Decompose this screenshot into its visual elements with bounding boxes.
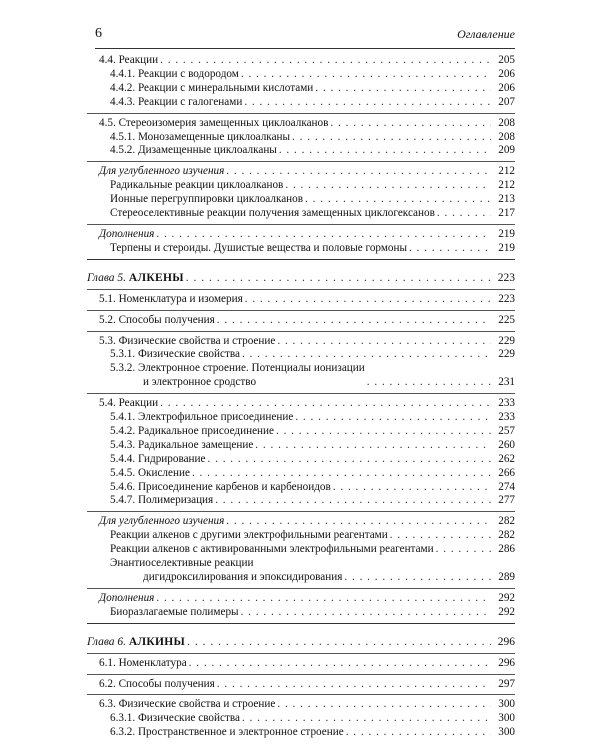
dot-leader: [156, 228, 491, 242]
dot-leader: [409, 242, 491, 256]
dot-leader: [277, 698, 491, 712]
chapter-title: [87, 636, 185, 650]
spacer: [87, 627, 515, 636]
page-ref: 289: [498, 571, 515, 583]
page-ref: 206: [498, 67, 515, 80]
page-ref: 213: [498, 193, 515, 206]
page-ref: 297: [498, 677, 515, 690]
chapter-prefix: Глава 6.: [87, 635, 126, 648]
toc-entry[interactable]: [87, 439, 515, 453]
dot-leader: [186, 272, 491, 286]
toc-entry[interactable]: [87, 411, 515, 425]
page-ref: 296: [497, 635, 515, 648]
section-divider: [87, 113, 515, 114]
entry-title: 5.4. Реакции: [99, 397, 159, 410]
page-ref: 277: [498, 494, 515, 507]
page-ref: 208: [498, 116, 515, 129]
dot-leader: [226, 515, 491, 529]
toc-entry[interactable]: [87, 144, 515, 158]
section-divider: [87, 331, 515, 332]
dot-leader: [315, 82, 491, 96]
dot-leader: [217, 678, 491, 692]
dot-leader: [330, 117, 491, 131]
section-divider: [87, 653, 515, 654]
page-ref: 300: [498, 698, 515, 711]
entry-title: Реакции алкенов с активированными электрофильными реагентами: [110, 543, 434, 556]
chapter-name: АЛКИНЫ: [128, 635, 186, 648]
entry-title: 4.4. Реакции: [99, 54, 159, 66]
chapter-prefix: Глава 5.: [87, 271, 126, 284]
toc-entry[interactable]: [87, 335, 515, 349]
entry-title: 6.1. Номенклатура: [99, 656, 187, 669]
toc-entry[interactable]: [87, 242, 515, 256]
entry-title: Ионные перегруппировки циклоалканов: [110, 193, 304, 206]
dot-leader: [390, 529, 491, 543]
table-of-contents: [87, 54, 515, 740]
page-ref: 207: [498, 95, 515, 108]
section-divider: [87, 289, 515, 290]
section-divider: [87, 161, 515, 162]
page-ref: 233: [498, 411, 515, 424]
entry-title: 5.4.2. Радикальное присоединение: [110, 424, 274, 437]
page-ref: 206: [498, 81, 515, 94]
page-ref: 274: [498, 480, 515, 493]
page-ref: 262: [498, 452, 515, 465]
toc-entry[interactable]: [87, 453, 515, 467]
page-header: [95, 26, 515, 46]
spacer: [87, 263, 515, 272]
entry-title: 5.4.6. Присоединение карбенов и карбеноидов: [110, 480, 331, 493]
toc-entry[interactable]: [87, 131, 515, 145]
toc-chapter: [87, 636, 515, 650]
entry-title: 5.3.1. Физические свойства: [110, 348, 240, 361]
page-ref: 209: [498, 144, 515, 157]
dot-leader: [277, 335, 491, 349]
dot-leader: [156, 592, 491, 606]
toc-entry[interactable]: [87, 606, 515, 620]
section-divider: [87, 511, 515, 512]
dot-leader: [241, 606, 491, 620]
page-ref: 225: [498, 313, 515, 326]
toc-entry[interactable]: [87, 228, 515, 242]
entry-title-line: и электронное сродство: [143, 376, 257, 389]
toc-entry[interactable]: [87, 543, 515, 557]
running-title: Оглавление: [457, 27, 515, 41]
entry-title: Для углубленного изучения: [99, 165, 225, 178]
dot-leader: [217, 314, 491, 328]
dot-leader: [245, 293, 491, 307]
entry-title: 4.5.1. Монозамещенные циклоалканы: [110, 130, 291, 143]
page-ref: 282: [498, 515, 515, 528]
entry-title: Реакции алкенов с другими электрофильными реагентами: [110, 529, 388, 542]
entry-title: 5.4.7. Полимеризация: [110, 494, 214, 507]
section-divider: [87, 674, 515, 675]
toc-entry[interactable]: [87, 529, 515, 543]
page-ref: 282: [498, 529, 515, 542]
toc-entry[interactable]: [87, 314, 515, 328]
toc-entry[interactable]: [87, 515, 515, 529]
dot-leader: [276, 425, 491, 439]
section-divider: [87, 588, 515, 589]
page-ref: 292: [498, 605, 515, 618]
entry-title: Радикальные реакции циклоалканов: [110, 179, 284, 192]
header-rule: [95, 48, 515, 49]
dot-leader: [244, 96, 491, 110]
chapter-title: [87, 272, 184, 286]
dot-leader: [344, 571, 491, 585]
toc-entry[interactable]: [87, 68, 515, 82]
section-divider: [87, 224, 515, 225]
page-ref: 212: [498, 179, 515, 192]
chapter-name: АЛКЕНЫ: [128, 271, 184, 284]
dot-leader: [160, 54, 491, 68]
toc-entry[interactable]: [87, 481, 515, 495]
page-ref: 217: [498, 207, 515, 220]
dot-leader: [189, 657, 491, 671]
entry-title-line: дигидроксилирования и эпоксидирования: [143, 571, 343, 583]
entry-title: 5.3. Физические свойства и строение: [99, 334, 276, 347]
toc-entry[interactable]: [87, 494, 515, 508]
entry-title-line: 5.3.2. Электронное строение. Потенциалы ионизации: [110, 362, 365, 375]
dot-leader: [279, 144, 491, 158]
entry-title-line: Энантиоселективные реакции: [110, 557, 254, 570]
page-ref: 231: [498, 376, 515, 389]
page-ref: 212: [498, 165, 515, 178]
entry-title: [110, 362, 365, 390]
entry-title: 5.2. Способы получения: [99, 313, 215, 326]
toc-chapter: [87, 272, 515, 286]
page-ref: 229: [498, 348, 515, 361]
dot-leader: [215, 494, 491, 508]
entry-title: Терпены и стероиды. Душистые вещества и половые гормоны: [110, 241, 408, 254]
toc-entry[interactable]: [87, 712, 515, 726]
toc-entry[interactable]: [87, 592, 515, 606]
entry-title: 4.4.1. Реакции с водородом: [110, 67, 239, 80]
page-ref: 219: [498, 241, 515, 254]
toc-entry[interactable]: [87, 362, 515, 390]
entry-title: 5.4.3. Радикальное замещение: [110, 438, 254, 451]
entry-title: [110, 557, 342, 585]
toc-entry[interactable]: [87, 657, 515, 671]
entry-title: 6.3.2. Пространственное и электронное строение: [110, 726, 344, 739]
toc-entry[interactable]: [87, 425, 515, 439]
entry-title: 6.3. Физические свойства и строение: [99, 698, 276, 711]
dot-leader: [187, 636, 491, 650]
page-ref: 300: [498, 726, 515, 739]
entry-title: 5.4.4. Гидрирование: [110, 452, 206, 465]
entry-title: 5.4.1. Электрофильное присоединение: [110, 411, 294, 424]
page-number: 6: [95, 26, 102, 41]
page-ref: 233: [498, 397, 515, 410]
entry-title: 4.5.2. Дизамещенные циклоалканы: [110, 144, 277, 157]
dot-leader: [160, 397, 491, 411]
dot-leader: [241, 68, 491, 82]
entry-title: Биоразлагаемые полимеры: [110, 605, 239, 618]
dot-leader: [242, 712, 491, 726]
toc-entry[interactable]: [87, 698, 515, 712]
entry-title: 6.3.1. Физические свойства: [110, 712, 240, 725]
entry-title: 5.4.5. Окисление: [110, 466, 190, 479]
dot-leader: [436, 543, 491, 557]
dot-leader: [367, 376, 491, 390]
toc-entry[interactable]: [87, 293, 515, 307]
section-divider: [87, 694, 515, 695]
dot-leader: [208, 453, 492, 467]
page-ref: 286: [498, 543, 515, 556]
page-ref: 205: [498, 54, 515, 66]
toc-entry[interactable]: [87, 557, 515, 585]
dot-leader: [305, 193, 491, 207]
page-ref: 296: [498, 656, 515, 669]
entry-title: 5.1. Номенклатура и изомерия: [99, 292, 243, 305]
page-ref: 257: [498, 424, 515, 437]
entry-title: Стереоселективные реакции получения замещенных циклогексанов: [110, 207, 435, 220]
entry-title: Дополнения: [99, 591, 155, 604]
dot-leader: [295, 411, 491, 425]
toc-entry[interactable]: [87, 467, 515, 481]
toc-entry[interactable]: [87, 193, 515, 207]
dot-leader: [292, 131, 491, 145]
entry-title: 4.5. Стереоизомерия замещенных циклоалканов: [99, 116, 329, 129]
page-ref: 300: [498, 712, 515, 725]
page-ref: 229: [498, 334, 515, 347]
page-ref: 292: [498, 591, 515, 604]
dot-leader: [192, 467, 491, 481]
toc-entry[interactable]: [87, 397, 515, 411]
toc-entry[interactable]: [87, 348, 515, 362]
toc-entry[interactable]: [87, 678, 515, 692]
entry-title: 6.2. Способы получения: [99, 677, 215, 690]
dot-leader: [285, 179, 491, 193]
dot-leader: [242, 348, 491, 362]
toc-entry[interactable]: [87, 179, 515, 193]
toc-entry[interactable]: [87, 117, 515, 131]
entry-title: Дополнения: [99, 227, 155, 240]
entry-title: Для углубленного изучения: [99, 515, 225, 528]
page-ref: 223: [497, 271, 515, 284]
section-divider: [87, 259, 515, 260]
page-ref: 266: [498, 466, 515, 479]
toc-entry[interactable]: [87, 96, 515, 110]
dot-leader: [437, 207, 491, 221]
entry-title: 4.4.3. Реакции с галогенами: [110, 95, 243, 108]
dot-leader: [255, 439, 491, 453]
toc-entry[interactable]: [87, 54, 515, 68]
dot-leader: [346, 726, 491, 740]
section-divider: [87, 310, 515, 311]
toc-entry[interactable]: [87, 726, 515, 740]
toc-entry[interactable]: [87, 82, 515, 96]
dot-leader: [333, 481, 491, 495]
section-divider: [87, 393, 515, 394]
entry-title: 4.4.2. Реакции с минеральными кислотами: [110, 81, 314, 94]
toc-entry[interactable]: [87, 165, 515, 179]
page-ref: 208: [498, 130, 515, 143]
page-ref: 260: [498, 438, 515, 451]
dot-leader: [226, 165, 491, 179]
page-ref: 223: [498, 292, 515, 305]
page-ref: 219: [498, 227, 515, 240]
toc-entry[interactable]: [87, 207, 515, 221]
section-divider: [87, 623, 515, 624]
